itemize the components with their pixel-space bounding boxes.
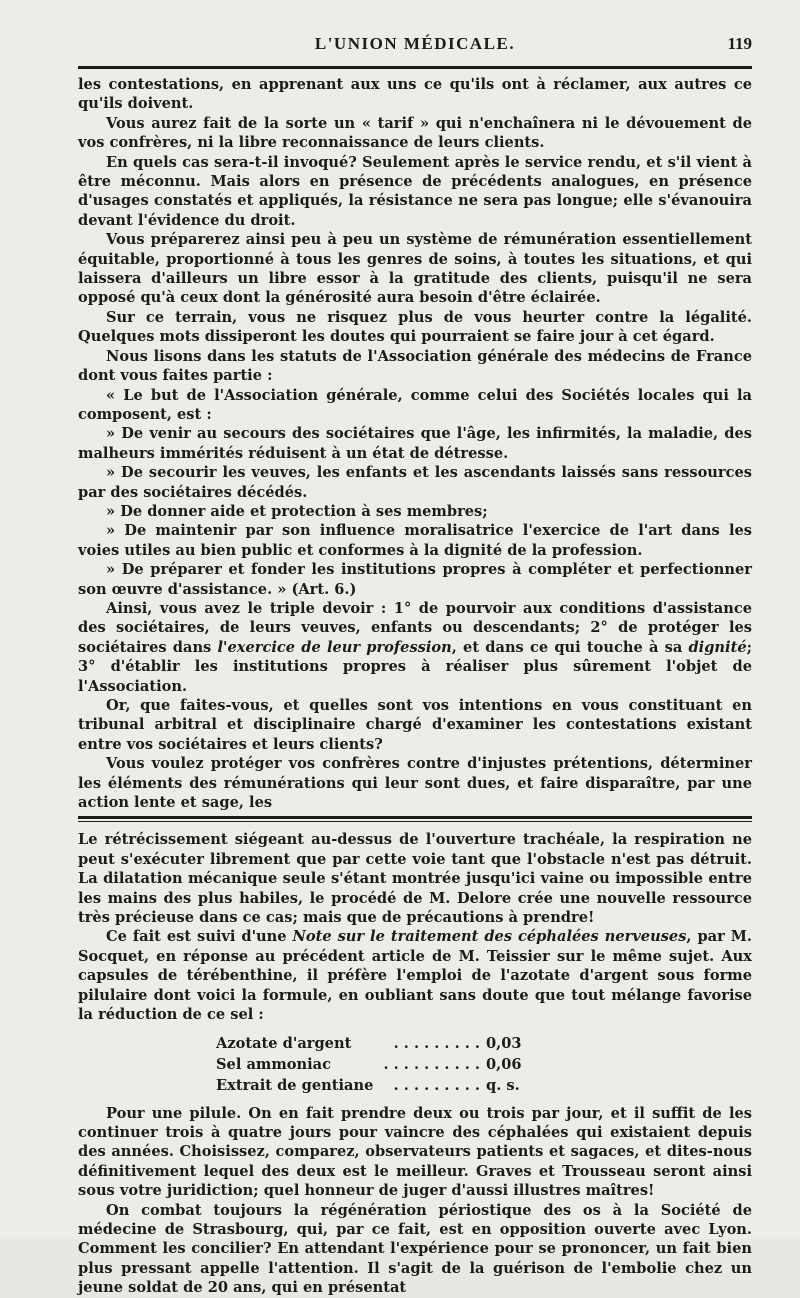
- text-run: Ainsi, vous avez le triple devoir : 1° de pourvoir aux conditions d'assistance des sociétaires, de leurs veuves, enfants ou descendants; 2° de protéger les sociétaires dans: [78, 599, 752, 656]
- formula-row: [216, 1033, 546, 1054]
- quote-line: » De donner aide et protection à ses membres;: [106, 502, 488, 520]
- leader-dots: . . . . . . . . .: [393, 1076, 480, 1094]
- leader-dots: . . . . . . . . . .: [383, 1055, 480, 1073]
- paragraph: Or, que faites-vous, et quelles sont vos intentions en vous constituant en tribunal arbitral et disciplinaire chargé d'examiner les contestations existant entre vos sociétaires et leurs clients?: [78, 697, 752, 753]
- italic-run: l'exercice de leur profession: [217, 638, 452, 656]
- header-rule: [78, 66, 752, 69]
- paragraph: Le rétrécissement siégeant au-dessus de l'ouverture trachéale, la respiration ne peut s'exécuter librement que par cette voie tant que l'obstacle n'est pas détruit. La dilatation mécanique seule s'étant montrée jusqu'ici vaine ou impossible entre les mains des plus habiles, le procédé de M. Delore crée une nouvelle ressource très précieuse dans ce cas; mais que de précautions à prendre!: [78, 831, 752, 927]
- ingredient-name: Sel ammoniac: [216, 1055, 332, 1073]
- feuilleton-section: [78, 830, 752, 1297]
- section-divider: [78, 816, 752, 822]
- paragraph: les contestations, en apprenant aux uns ce qu'ils ont à réclamer, aux autres ce qu'ils doivent.: [78, 76, 752, 113]
- quote-line: » De secourir les veuves, les enfants et les ascendants laissés sans ressources par des sociétaires décédés.: [78, 464, 752, 501]
- text-run: , par M. Socquet, en réponse au précédent article de M. Teissier sur le même sujet. Aux capsules de térébenthine, il préfère l'emploi de l'azotate d'argent sous forme pilulaire dont voici la formule, en oubliant sans doute que tout mélange favorise la réduction de ce sel :: [78, 928, 753, 1024]
- paragraph: En quels cas sera-t-il invoqué? Seulement après le service rendu, et s'il vient à être méconnu. Mais alors en présence de précédents analogues, en présence d'usages constatés et appliqués, la résistance ne sera pas longue; elle s'évanouira devant l'évidence du droit.: [78, 153, 752, 229]
- italic-run: Note sur le traitement des céphalées nerveuses: [292, 928, 687, 946]
- quote-line: » De venir au secours des sociétaires que l'âge, les infirmités, la maladie, des malheurs immérités réduisent à un état de détresse.: [78, 425, 752, 462]
- paragraph: [78, 599, 752, 696]
- paragraph: Nous lisons dans les statuts de l'Association générale des médecins de France dont vous faites partie :: [78, 347, 752, 385]
- text-run: Ce fait est suivi d'une: [106, 928, 293, 946]
- main-article: [78, 75, 752, 812]
- quote-line: » De préparer et fonder les institutions propres à compléter et perfectionner son œuvre d'assistance. » (Art. 6.): [78, 561, 752, 598]
- ingredient-name: Extrait de gentiane: [216, 1076, 374, 1094]
- ingredient-name: Azotate d'argent: [216, 1034, 352, 1052]
- paragraph: Pour une pilule. On en fait prendre deux ou trois par jour, et il suffit de les continuer trois à quatre jours pour vaincre des céphalées qui existaient depuis des années. Choisissez, comparez, observateurs patients et sagaces, et dites-nous définitivement lequel des deux est le meilleur. Graves et Trousseau seront ainsi sous votre juridiction; quel honneur de juger d'aussi illustres maîtres!: [78, 1104, 752, 1200]
- paragraph: Vous voulez protéger vos confrères contre d'injustes prétentions, déterminer les éléments des rémunérations qui leur sont dues, et faire disparaître, par une action lente et sage, les: [78, 755, 752, 812]
- quote-line: » De maintenir par son influence moralisatrice l'exercice de l'art dans les voies utiles au bien public et conformes à la dignité de la profession.: [78, 522, 752, 559]
- page-number: 119: [727, 34, 752, 53]
- text-run: , et dans ce qui touche à sa: [451, 638, 689, 656]
- paragraph: On combat toujours la régénération périostique des os à la Société de médecine de Strasbourg, qui, par ce fait, est en opposition ouverte avec Lyon. Comment les concilier? En attendant l'expérience pour se prononcer, un fait bien plus pressant appelle l'attention. Il s'agit de la guérison de l'embolie chez un jeune soldat de 20 ans, qui en présentat: [78, 1201, 752, 1297]
- ingredient-quantity: 0,06: [486, 1055, 522, 1073]
- paragraph: Sur ce terrain, vous ne risquez plus de vous heurter contre la légalité. Quelques mots dissiperont les doutes qui pourraient se faire jour à cet égard.: [78, 308, 752, 346]
- ingredient-quantity: q. s.: [486, 1076, 520, 1094]
- running-header: [78, 30, 752, 60]
- text-run: ; 3° d'établir les institutions propres à réaliser plus sûrement l'objet de l'Association.: [78, 638, 752, 695]
- journal-title: L'UNION MÉDICALE.: [314, 34, 516, 53]
- italic-run: dignité: [688, 638, 747, 656]
- quote-line: « Le but de l'Association générale, comme celui des Sociétés locales qui la composent, est :: [78, 386, 752, 423]
- paragraph: [78, 927, 752, 1024]
- leader-dots: . . . . . . . . .: [393, 1034, 480, 1052]
- formula-row: [216, 1075, 546, 1096]
- ingredient-quantity: 0,03: [486, 1034, 522, 1052]
- formula-row: [216, 1054, 546, 1075]
- prescription-formula: [216, 1033, 752, 1096]
- paragraph: Vous aurez fait de la sorte un « tarif » qui n'enchaînera ni le dévouement de vos confrères, ni la libre reconnaissance de leurs clients.: [78, 114, 752, 152]
- paragraph: Vous préparerez ainsi peu à peu un système de rémunération essentiellement équitable, proportionné à tous les genres de soins, à toutes les situations, et qui laissera d'ailleurs un libre essor à la gratitude des clients, puisqu'il ne sera opposé qu'à ceux dont la générosité aura besoin d'être éclairée.: [78, 231, 752, 307]
